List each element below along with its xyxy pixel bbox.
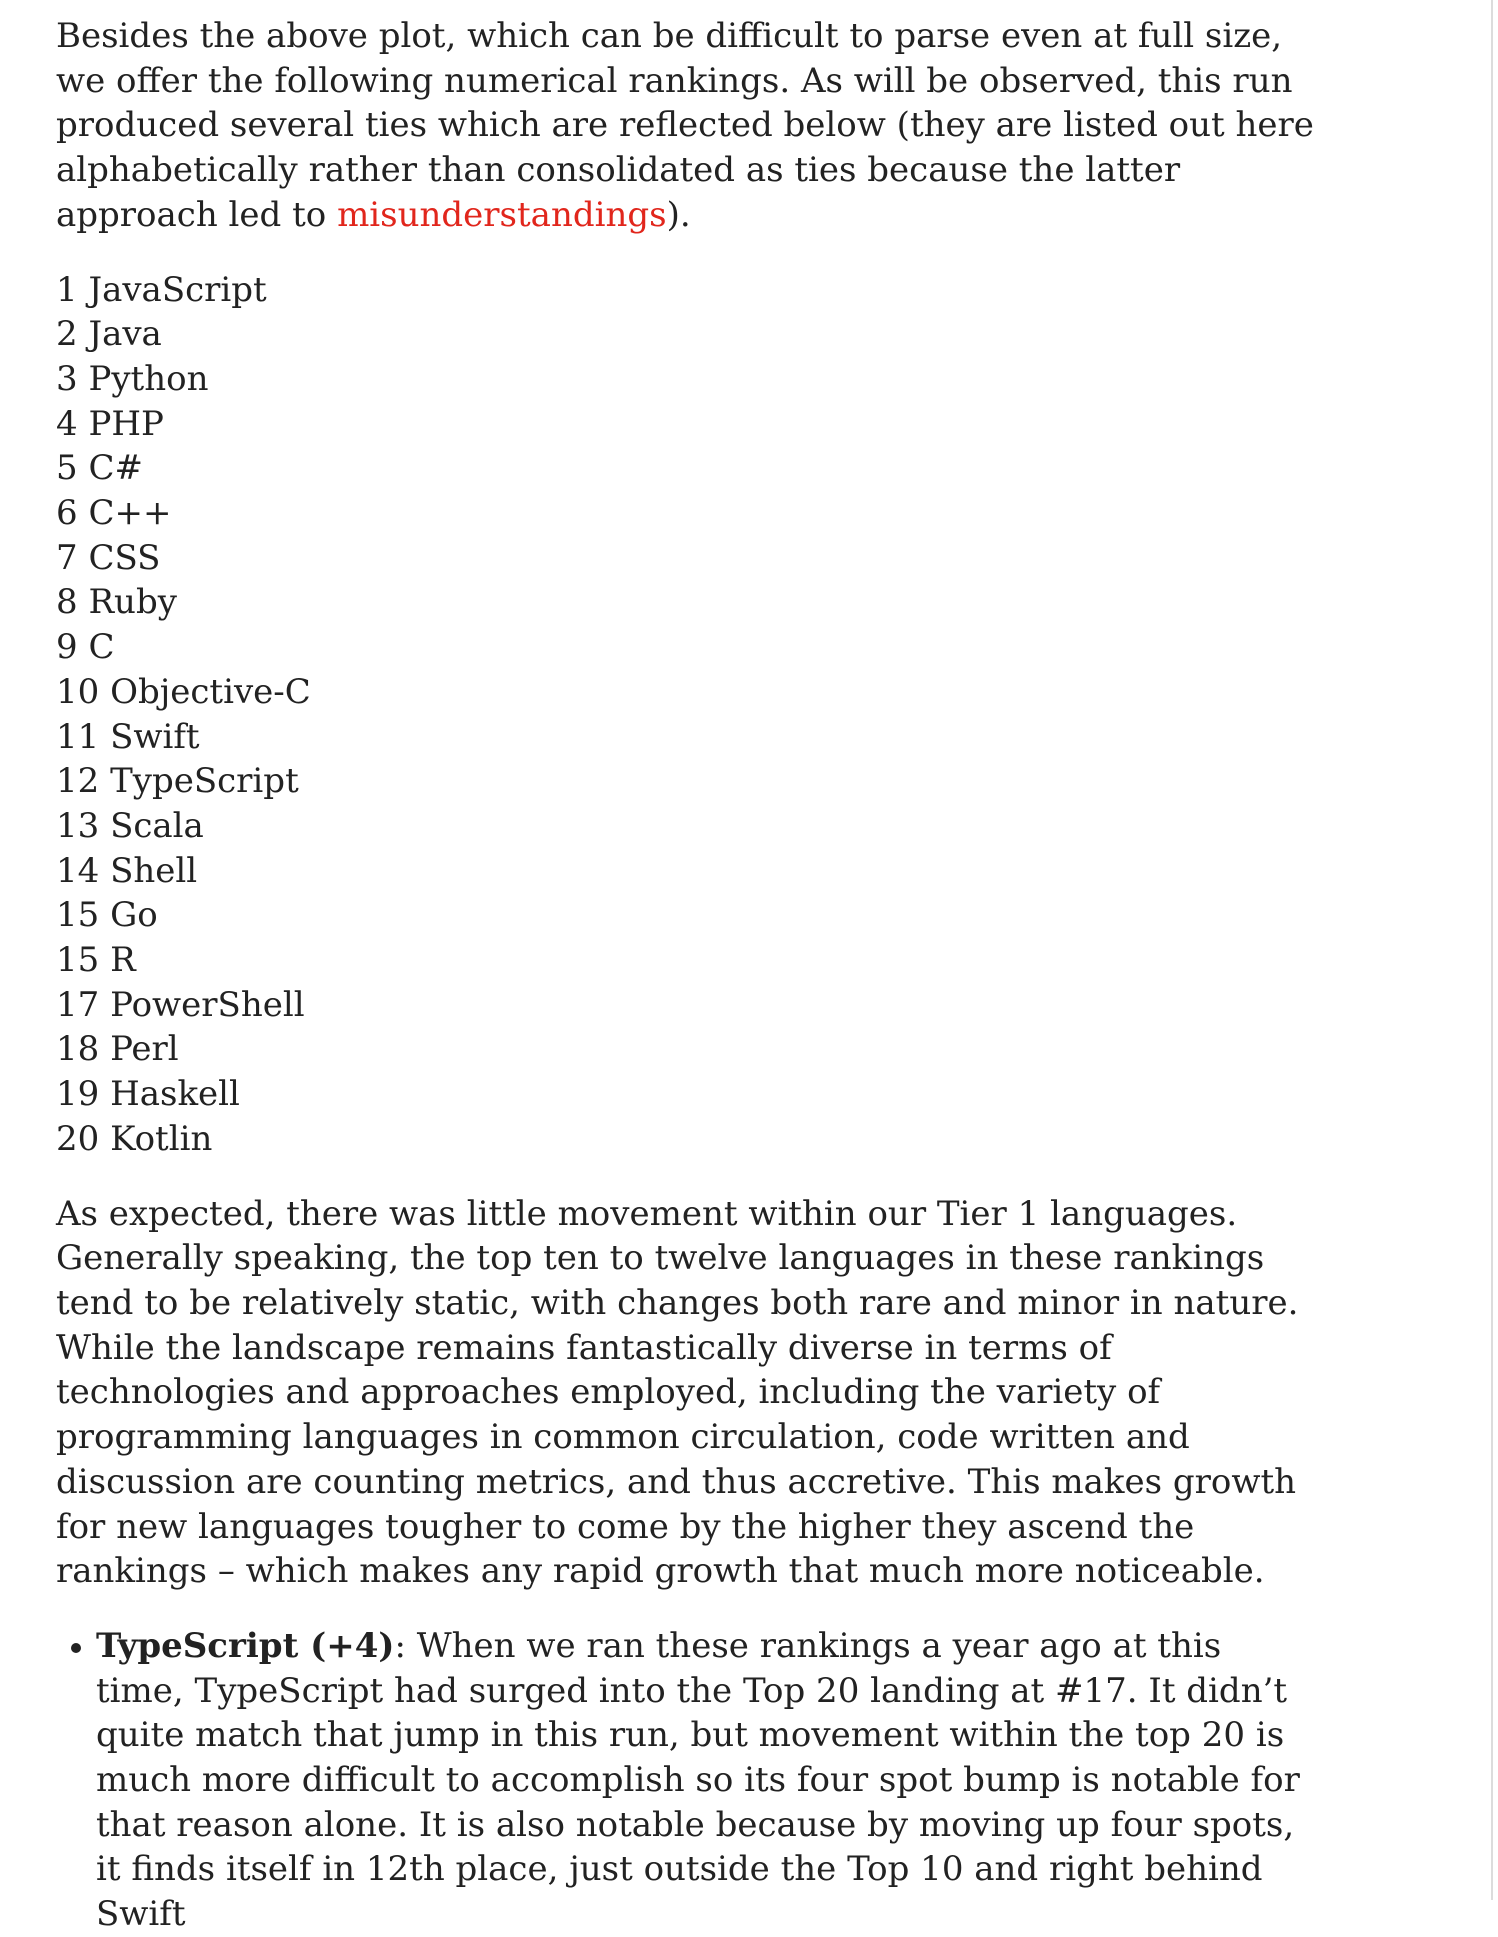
ranking-language: Haskell [110,1074,240,1115]
ranking-number: 18 [56,1029,100,1070]
ranking-item [56,446,1316,491]
bullet-item-typescript [96,1624,1316,1937]
ranking-number: 20 [56,1118,100,1159]
bullet-label: TypeScript (+4) [96,1625,395,1666]
intro-text-end: ). [666,194,691,235]
ranking-item [56,491,1316,536]
ranking-item [56,1072,1316,1117]
ranking-language: Ruby [88,582,177,623]
ranking-language: PHP [88,403,164,444]
ranking-item [56,849,1316,894]
ranking-item [56,715,1316,760]
ranking-language: PowerShell [110,984,305,1025]
ranking-number: 15 [56,940,100,981]
intro-paragraph [56,14,1316,238]
ranking-item [56,804,1316,849]
ranking-number: 9 [56,627,78,668]
ranking-item [56,670,1316,715]
ranking-language: TypeScript [110,761,299,802]
ranking-number: 10 [56,671,100,712]
article-body [56,14,1316,1937]
rankings-list [56,268,1316,1162]
ranking-language: C++ [88,493,172,534]
ranking-number: 14 [56,850,100,891]
ranking-number: 8 [56,582,78,623]
ranking-item [56,312,1316,357]
ranking-number: 4 [56,403,78,444]
ranking-language: R [110,940,136,981]
page-edge-divider [1491,0,1493,1900]
ranking-language: Python [88,358,209,399]
ranking-number: 7 [56,537,78,578]
intro-text: Besides the above plot, which can be difficult to parse even at full size, we offer the following numerical rankings. As will be observed, this run produced several ties which are reflected below (they are listed out here alphabetically rather than consolidated as ties because the latter approach led to [56,16,1314,235]
ranking-language: Swift [110,716,200,757]
ranking-item [56,1117,1316,1162]
ranking-number: 19 [56,1074,100,1115]
ranking-number: 6 [56,493,78,534]
ranking-number: 5 [56,448,78,489]
ranking-language: C# [88,448,143,489]
ranking-language: Go [110,895,158,936]
ranking-number: 2 [56,314,78,355]
ranking-item [56,357,1316,402]
ranking-language: Scala [110,805,204,846]
misunderstandings-link[interactable]: misunderstandings [337,194,667,235]
ranking-number: 17 [56,984,100,1025]
ranking-item [56,402,1316,447]
ranking-item [56,938,1316,983]
ranking-item [56,893,1316,938]
ranking-number: 1 [56,269,78,310]
ranking-item [56,625,1316,670]
ranking-number: 11 [56,716,100,757]
ranking-language: Java [88,314,162,355]
ranking-item [56,580,1316,625]
analysis-paragraph: As expected, there was little movement within our Tier 1 languages. Generally speaking, the top ten to twelve languages in these rankings tend to be relatively static, with changes both rare and minor in nature. While the landscape remains fantastically diverse in terms of technologies and approaches employed, including the variety of programming languages in common circulation, code written and discussion are counting metrics, and thus accretive. This makes growth for new languages tougher to come by the higher they ascend the rankings – which makes any rapid growth that much more noticeable. [56,1193,1299,1592]
bullet-list [56,1624,1316,1937]
ranking-number: 15 [56,895,100,936]
ranking-language: Shell [110,850,198,891]
ranking-language: Objective-C [110,671,311,712]
ranking-item [56,759,1316,804]
ranking-item [56,983,1316,1028]
ranking-item [56,1027,1316,1072]
ranking-item [56,536,1316,581]
ranking-number: 12 [56,761,100,802]
ranking-number: 3 [56,358,78,399]
ranking-language: CSS [88,537,161,578]
ranking-language: Kotlin [110,1118,213,1159]
ranking-language: JavaScript [88,269,267,310]
ranking-language: C [88,627,115,668]
ranking-language: Perl [110,1029,179,1070]
ranking-number: 13 [56,805,100,846]
bullet-text: : When we ran these rankings a year ago at this time, TypeScript had surged into the Top 20 landing at #17. It didn’t quite match that jump in this run, but movement within the top 20 is much more difficult to accomplish so its four spot bump is notable for that reason alone. It is also notable because by moving up four spots, it finds itself in 12th place, just outside the Top 10 and right behind Swift [96,1625,1300,1935]
ranking-item [56,268,1316,313]
